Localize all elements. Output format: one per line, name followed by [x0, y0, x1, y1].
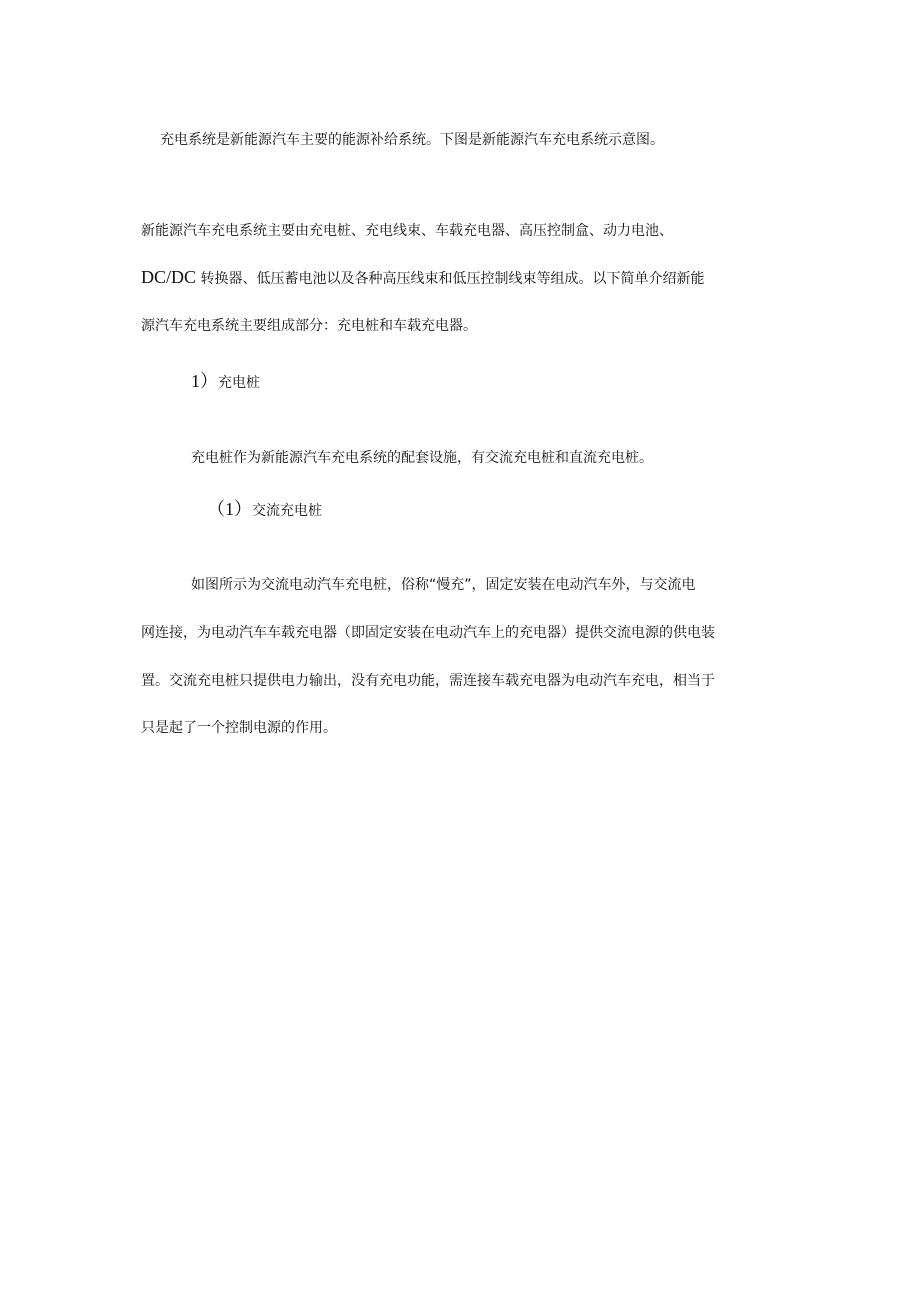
subsection-heading [207, 499, 322, 521]
composition-line-1: 新能源汽车充电系统主要由充电桩、充电线束、车载充电器、高压控制盒、动力电池、 [141, 223, 673, 239]
subsection-body-line-2: 网连接，为电动汽车车载充电器（即固定安装在电动汽车上的充电器）提供交流电源的供电装 [141, 625, 715, 641]
section-body: 充电桩作为新能源汽车充电系统的配套设施，有交流充电桩和直流充电桩。 [191, 450, 653, 466]
subsection-body-line-3: 置。交流充电桩只提供电力输出，没有充电功能，需连接车载充电器为电动汽车充电，相当于 [141, 673, 715, 689]
dcdc-term: DC/DC [141, 267, 197, 287]
composition-line-2 [141, 267, 704, 289]
subsection-body-line-1: 如图所示为交流电动汽车充电桩，俗称“慢充”，固定安装在电动汽车外，与交流电 [191, 577, 696, 593]
section-heading [191, 371, 260, 393]
section-number: 1） [191, 371, 218, 391]
subsection-number: （1） [207, 499, 252, 519]
composition-line-2-text: 转换器、低压蓄电池以及各种高压线束和低压控制线束等组成。以下简单介绍新能 [196, 271, 705, 287]
subsection-title: 交流充电桩 [252, 503, 322, 519]
composition-line-3: 源汽车充电系统主要组成部分：充电桩和车载充电器。 [141, 318, 477, 334]
intro-paragraph: 充电系统是新能源汽车主要的能源补给系统。下图是新能源汽车充电系统示意图。 [160, 132, 664, 148]
subsection-body-line-4: 只是起了一个控制电源的作用。 [141, 720, 337, 736]
section-title: 充电桩 [218, 375, 260, 391]
